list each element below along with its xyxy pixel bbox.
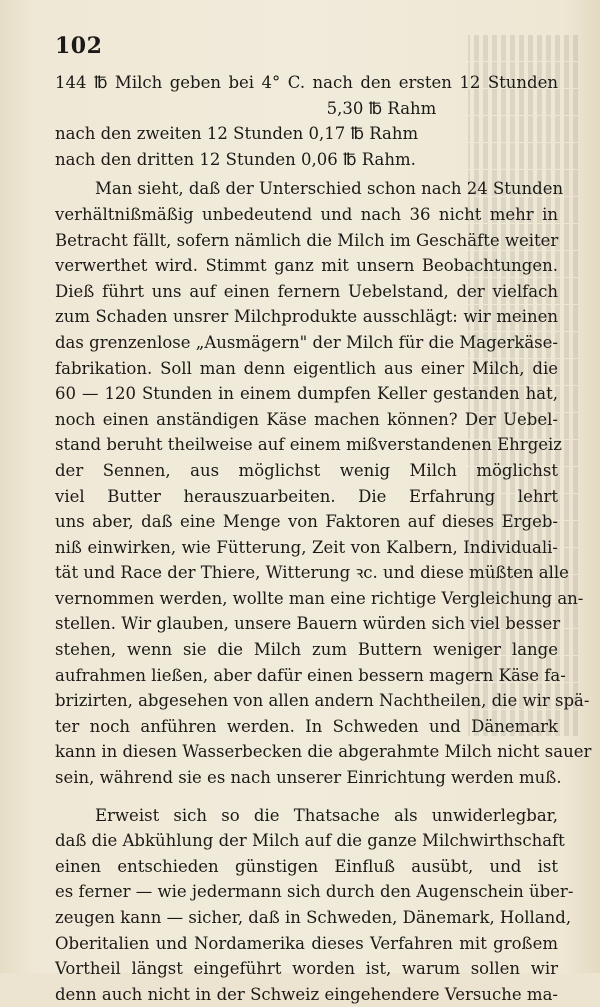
body-text bbox=[55, 70, 592, 1007]
text-line: Oberitalien und Nordamerika dieses Verfahren mit großem bbox=[55, 933, 558, 953]
text-line: uns aber, daß eine Menge von Faktoren auf dieses Ergeb- bbox=[55, 512, 558, 532]
text-line: stand beruht theilweise auf einem mißverstandenen Ehrgeiz bbox=[55, 435, 562, 455]
text-line: viel Butter herauszuarbeiten. Die Erfahrung lehrt bbox=[55, 486, 558, 506]
page-number: 102 bbox=[55, 33, 103, 59]
text-line: Betracht fällt, sofern nämlich die Milch im Geschäfte weiter bbox=[55, 230, 559, 250]
text-line: sein, während sie es nach unserer Einrichtung werden muß. bbox=[55, 768, 562, 788]
text-line: vernommen werden, wollte man eine richtige Vergleichung an- bbox=[55, 588, 584, 608]
text-line: zeugen kann — sicher, daß in Schweden, Dänemark, Holland, bbox=[55, 908, 572, 927]
text-line: tät und Race der Thiere, Witterung ꝛc. und diese müßten alle bbox=[55, 563, 569, 583]
text-line: kann in diesen Wasserbecken die abgerahmte Milch nicht sauer bbox=[55, 742, 592, 762]
text-line: nach den dritten 12 Stunden 0,06 ℔ Rahm. bbox=[55, 149, 416, 169]
text-line: noch einen anständigen Käse machen können? Der Uebel- bbox=[55, 409, 558, 429]
text-line: brizirten, abgesehen von allen andern Nachtheilen, die wir spä- bbox=[55, 691, 590, 711]
text-line: Vortheil längst eingeführt worden ist, warum sollen wir bbox=[55, 959, 558, 979]
paragraph-first-line: Erweist sich so die Thatsache als unwiderlegbar, bbox=[95, 805, 558, 825]
text-line: niß einwirken, wie Fütterung, Zeit von Kalbern, Individuali- bbox=[55, 537, 558, 557]
text-line: aufrahmen ließen, aber dafür einen bessern magern Käse fa- bbox=[55, 665, 566, 685]
text-line: denn auch nicht in der Schweiz eingehendere Versuche ma- bbox=[55, 984, 558, 1004]
text-line: 144 ℔ Milch geben bei 4° C. nach den ersten 12 Stunden bbox=[55, 73, 558, 92]
text-line: ter noch anführen werden. In Schweden und Dänemark bbox=[55, 716, 558, 736]
text-line: es ferner — wie jedermann sich durch den Augenschein über- bbox=[55, 882, 574, 902]
text-line: verhältnißmäßig unbedeutend und nach 36 nicht mehr in bbox=[55, 204, 558, 224]
text-line: das grenzenlose „Ausmägern" der Milch für die Magerkäse- bbox=[55, 332, 558, 352]
text-line: 5,30 ℔ Rahm bbox=[326, 98, 437, 118]
text-line: stehen, wenn sie die Milch zum Buttern weniger lange bbox=[55, 640, 558, 660]
text-line: fabrikation. Soll man denn eigentlich aus einer Milch, die bbox=[55, 358, 558, 378]
text-line: verwerthet wird. Stimmt ganz mit unsern Beobachtungen. bbox=[55, 256, 558, 276]
text-line: nach den zweiten 12 Stunden 0,17 ℔ Rahm bbox=[55, 124, 419, 144]
paragraph-first-line: Man sieht, daß der Unterschied schon nach 24 Stunden bbox=[95, 179, 564, 199]
text-line: Dieß führt uns auf einen fernern Uebelstand, der vielfach bbox=[55, 281, 558, 301]
text-line: zum Schaden unsrer Milchprodukte ausschlägt: wir meinen bbox=[55, 307, 558, 327]
text-line: einen entschieden günstigen Einfluß ausübt, und ist bbox=[55, 856, 558, 876]
text-line: stellen. Wir glauben, unsere Bauern würden sich viel besser bbox=[55, 614, 561, 634]
text-line: daß die Abkühlung der Milch auf die ganze Milchwirthschaft bbox=[55, 831, 565, 851]
text-line: der Sennen, aus möglichst wenig Milch möglichst bbox=[55, 460, 558, 480]
text-line: 60 — 120 Stunden in einem dumpfen Keller gestanden hat, bbox=[55, 384, 558, 404]
